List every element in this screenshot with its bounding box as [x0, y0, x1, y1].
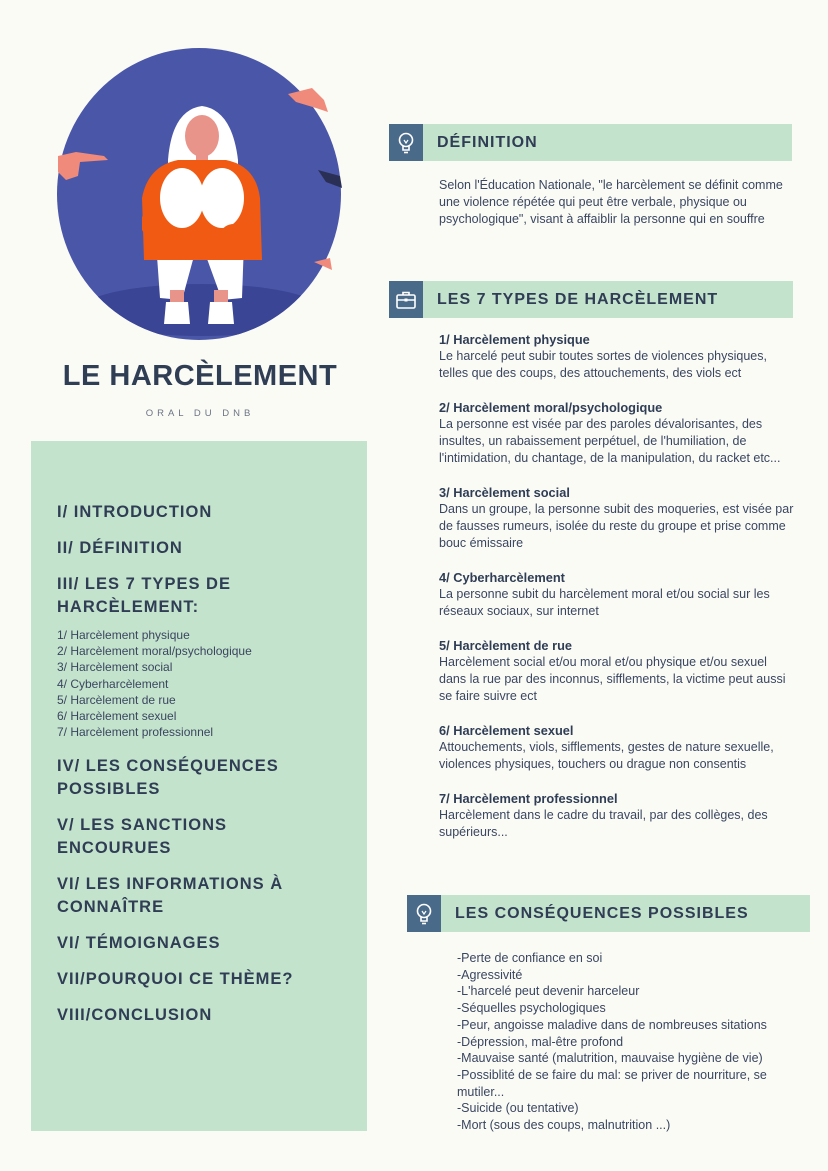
type-item [439, 331, 797, 382]
toc-subitem: 3/ Harcèlement social [57, 660, 173, 675]
toc-item-informations: VI/ LES INFORMATIONS À CONNAÎTRE [57, 875, 284, 917]
toc-item-sanctions: V/ LES SANCTIONS ENCOURUES [57, 816, 228, 858]
toc-subitem: 6/ Harcèlement sexuel [57, 709, 177, 724]
type-description: Harcèlement dans le cadre du travail, par des collèges, des supérieurs... [439, 808, 768, 839]
toc-subitem: 2/ Harcèlement moral/psychologique [57, 644, 252, 659]
consequences-list [457, 950, 807, 1134]
types-header-label: LES 7 TYPES DE HARCÈLEMENT [423, 281, 793, 318]
type-description: Dans un groupe, la personne subit des moqueries, est visée par de fausses rumeurs, isolée du reste du groupe et prise comme bouc émissaire [439, 502, 794, 550]
toc-item-types: III/ LES 7 TYPES DE HARCÈLEMENT: [57, 575, 231, 616]
type-item [439, 569, 797, 620]
consequence-item: -L'harcelé peut devenir harceleur [457, 984, 640, 999]
toc-item-introduction: I/ INTRODUCTION [57, 503, 213, 521]
type-title: 2/ Harcèlement moral/psychologique [439, 400, 663, 415]
toc-subitem: 5/ Harcèlement de rue [57, 692, 176, 707]
type-description: Attouchements, viols, sifflements, gestes de nature sexuelle, violences physiques, touchers ou drague non consentis [439, 740, 774, 771]
consequence-item: -Mauvaise santé (malutrition, mauvaise hygiène de vie) [457, 1051, 763, 1066]
toc-item-temoignages: VI/ TÉMOIGNAGES [57, 934, 221, 953]
consequence-item: -Séquelles psychologiques [457, 1001, 606, 1016]
briefcase-icon [389, 281, 423, 318]
consequence-item: -Peur, angoisse maladive dans de nombreuses sitations [457, 1017, 767, 1032]
toc-item-conclusion: VIII/CONCLUSION [57, 1006, 213, 1025]
type-title: 1/ Harcèlement physique [439, 332, 590, 347]
type-item [439, 722, 797, 773]
consequence-item: -Mort (sous des coups, malnutrition ...) [457, 1118, 671, 1133]
consequences-header-label: LES CONSÉQUENCES POSSIBLES [441, 895, 810, 932]
bullying-illustration [56, 48, 346, 340]
type-item [439, 484, 797, 552]
consequence-item: -Suicide (ou tentative) [457, 1101, 579, 1116]
page-subtitle: ORAL DU DNB [145, 408, 255, 419]
type-description: Le harcelé peut subir toutes sortes de violences physiques, telles que des coups, des attouchements, des viols ect [439, 349, 767, 380]
type-description: Harcèlement social et/ou moral et/ou physique et/ou sexuel dans la rue par des inconnus, sifflements, la victime peut aussi se faire suivre ect [439, 655, 786, 703]
toc-item-pourquoi: VII/POURQUOI CE THÈME? [57, 970, 294, 989]
type-item [439, 790, 797, 841]
type-item [439, 637, 797, 705]
toc-subitem: 1/ Harcèlement physique [57, 628, 190, 642]
types-header [389, 281, 793, 318]
table-of-contents [31, 441, 367, 1131]
consequences-header [407, 895, 810, 932]
toc-sublist [57, 627, 347, 740]
toc-item-consequences: IV/ LES CONSÉQUENCES POSSIBLES [57, 757, 279, 799]
type-title: 3/ Harcèlement social [439, 485, 570, 500]
type-title: 4/ Cyberharcèlement [439, 570, 565, 585]
toc-subitem: 7/ Harcèlement professionnel [57, 725, 214, 740]
lightbulb-icon [389, 124, 423, 161]
type-title: 6/ Harcèlement sexuel [439, 723, 574, 738]
toc-subitem: 4/ Cyberharcèlement [57, 676, 169, 691]
lightbulb-icon [407, 895, 441, 932]
consequence-item: -Dépression, mal-être profond [457, 1034, 624, 1049]
definition-header [389, 124, 792, 161]
types-list [439, 331, 797, 858]
consequence-item: -Perte de confiance en soi [457, 951, 603, 965]
consequence-item: -Agressivité [457, 967, 523, 982]
type-description: La personne est visée par des paroles dévalorisantes, des insultes, un rabaissement perpétuel, de l'humiliation, de l'intimidation, du chantage, de la manipulation, du racket etc... [439, 417, 781, 465]
type-title: 7/ Harcèlement professionnel [439, 791, 618, 806]
consequence-item: -Possiblité de se faire du mal: se priver de nourriture, se mutiler... [457, 1067, 767, 1099]
definition-header-label: DÉFINITION [423, 124, 792, 161]
page-title: LE HARCÈLEMENT [62, 360, 338, 392]
type-description: La personne subit du harcèlement moral et/ou social sur les réseaux sociaux, sur internet [439, 587, 770, 618]
toc-item-definition: II/ DÉFINITION [57, 539, 183, 557]
definition-text: Selon l'Éducation Nationale, "le harcèlement se définit comme une violence répétée qui peut être verbale, physique ou psychologique", visant à affaiblir la personne qui en souffre [439, 178, 783, 226]
type-title: 5/ Harcèlement de rue [439, 638, 573, 653]
type-item [439, 399, 797, 467]
